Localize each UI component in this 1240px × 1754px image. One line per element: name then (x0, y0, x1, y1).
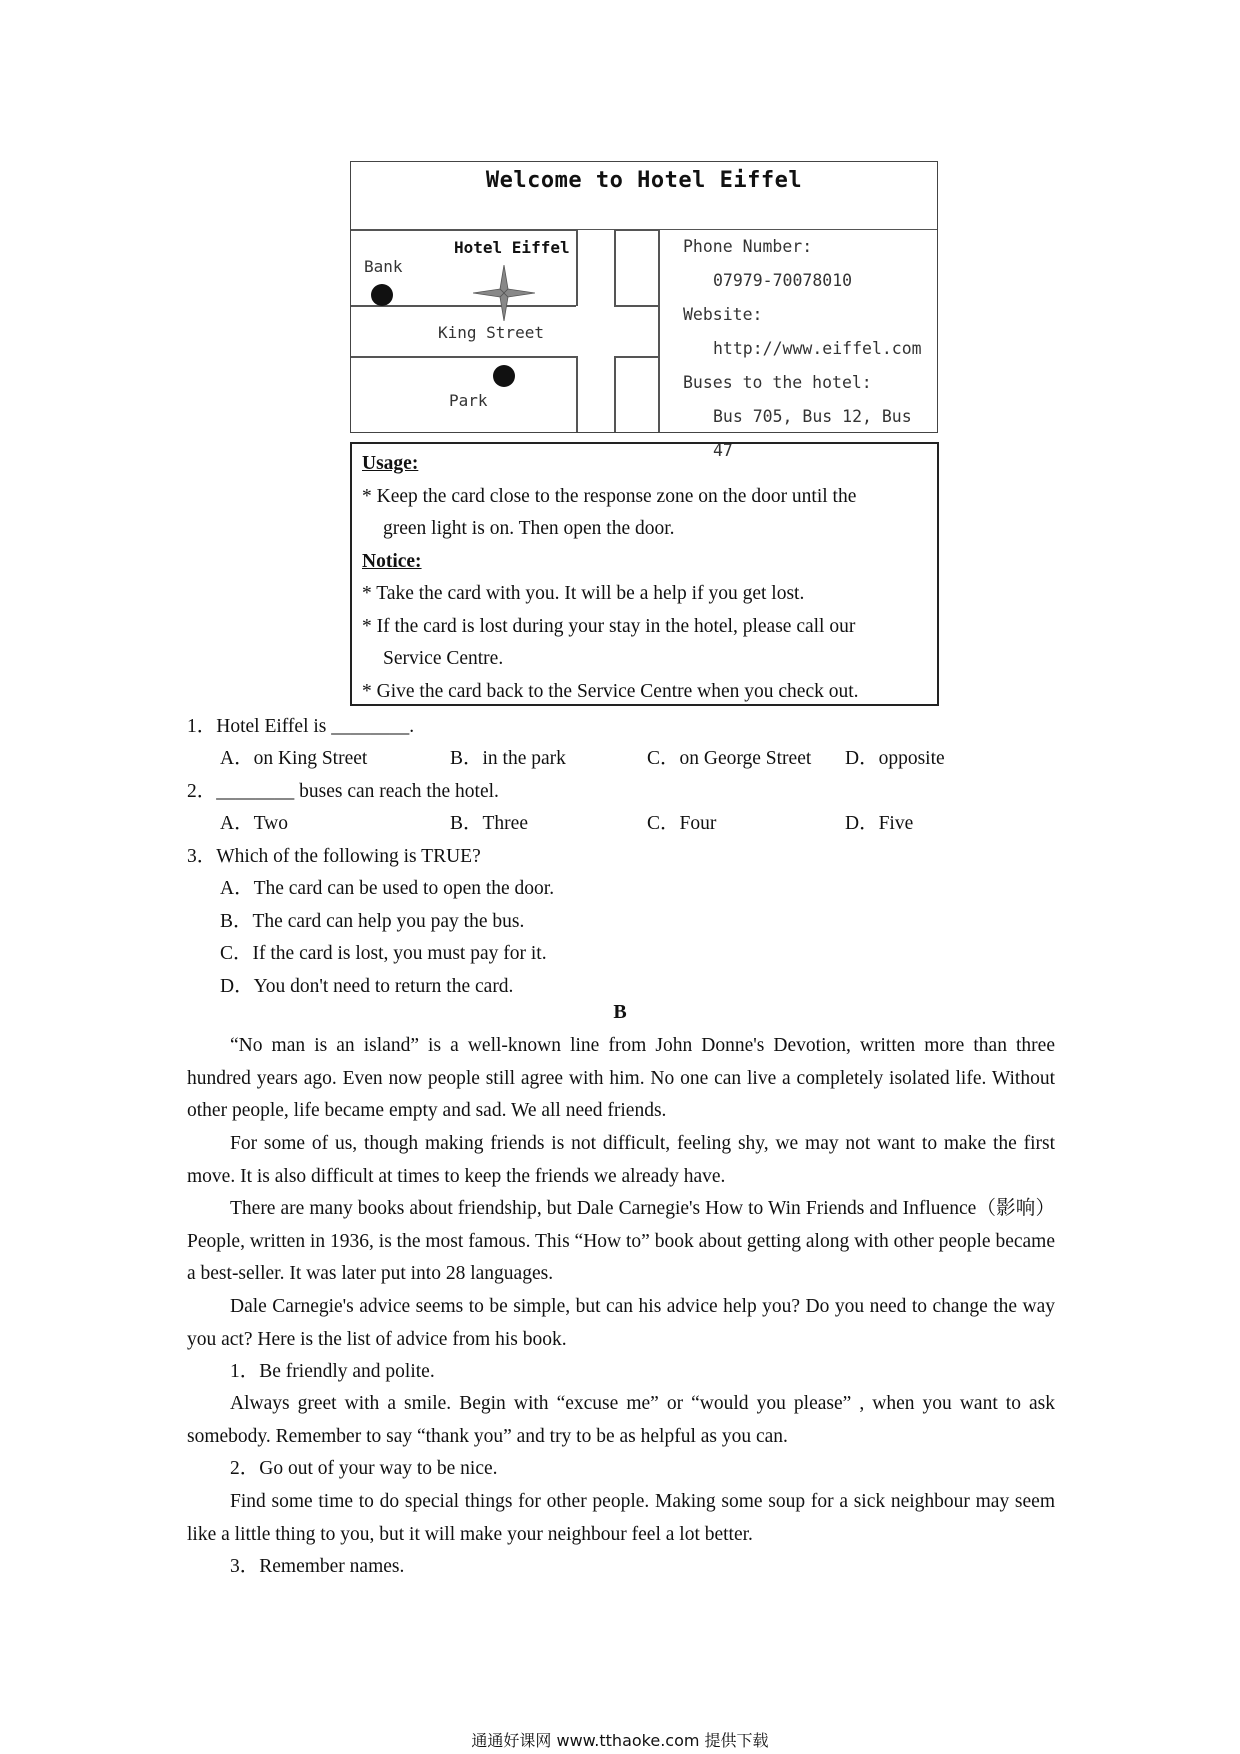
notice-line: * If the card is lost during your stay in the hotel, please call our (362, 615, 856, 637)
map-road-line (614, 229, 659, 231)
question-2-option-c: C．Four (647, 813, 717, 834)
question-3-option-b: B．The card can help you pay the bus. (220, 911, 525, 932)
question-1-option-b: B．in the park (450, 748, 566, 769)
paragraph-text: There are many books about friendship, but Dale Carnegie's How to Win Friends and Influence（影响）People, written in 1936, is the most famous. This “How to” book about getting along with other people became a best-seller. It was later put into 28 languages. (187, 1198, 1055, 1285)
paragraph-text: Dale Carnegie's advice seems to be simple, but can his advice help you? Do you need to change the way you act? Here is the list of advice from his book. (187, 1296, 1055, 1350)
advice-heading: 3．Remember names. (230, 1556, 405, 1577)
passage-paragraph (187, 1128, 1055, 1193)
notice-heading: Notice: (362, 550, 422, 572)
passage-paragraph (187, 1291, 1055, 1356)
phone-label: Phone Number: (683, 237, 813, 256)
question-2-stem: 2．________ buses can reach the hotel. (187, 781, 499, 802)
passage-paragraph (187, 1193, 1055, 1291)
question-1-stem: 1．Hotel Eiffel is ________. (187, 716, 415, 737)
hotel-location-dot (493, 365, 515, 387)
card-title: Welcome to Hotel Eiffel (485, 168, 803, 193)
usage-line: green light is on. Then open the door. (383, 518, 675, 539)
passage-paragraph (187, 1030, 1055, 1128)
usage-notice-box (350, 442, 939, 706)
usage-line: * Keep the card close to the response zone on the door until the (362, 485, 857, 507)
map-label-park: Park (449, 391, 488, 410)
hotel-card (350, 161, 938, 460)
question-3-option-d: D．You don't need to return the card. (220, 976, 514, 997)
map-road-line (614, 229, 616, 306)
bus-list: Bus 705, Bus 12, Bus 47 (713, 407, 912, 460)
notice-line: Service Centre. (383, 648, 504, 669)
passage-paragraph (187, 1388, 1055, 1453)
advice-item-2 (187, 1453, 1055, 1486)
compass-icon (473, 265, 535, 321)
bank-location-dot (371, 284, 393, 306)
question-3-option-a: A．The card can be used to open the door. (220, 878, 555, 899)
map-road-line (351, 229, 576, 231)
map-label-street: King Street (438, 323, 544, 342)
map-road-line (614, 305, 659, 307)
phone-number: 07979-70078010 (713, 271, 853, 290)
notice-line: * Take the card with you. It will be a help if you get lost. (362, 583, 805, 604)
map-road-line (576, 356, 578, 432)
map-road-line (614, 356, 616, 432)
passage-paragraph (187, 1486, 1055, 1551)
question-2-option-a: A．Two (220, 813, 288, 834)
hotel-contact-info (683, 230, 933, 468)
website-url: http://www.eiffel.com (713, 339, 922, 358)
advice-item-1 (187, 1356, 1055, 1389)
advice-item-3 (187, 1551, 1055, 1584)
notice-line: * Give the card back to the Service Centre when you check out. (362, 680, 859, 702)
usage-heading: Usage: (362, 453, 419, 474)
buses-label: Buses to the hotel: (683, 373, 872, 392)
map-border-line (658, 229, 660, 432)
map-road-line (351, 356, 576, 358)
question-1-option-d: D．opposite (845, 748, 945, 769)
map-road-line (614, 356, 659, 358)
paragraph-text: Always greet with a smile. Begin with “excuse me” or “would you please” , when you want to ask somebody. Remember to say “thank you” and try to be as helpful as you can. (187, 1393, 1055, 1447)
question-2-option-d: D．Five (845, 813, 914, 834)
paragraph-text: “No man is an island” is a well-known line from John Donne's Devotion, written more than three hundred years ago. Even now people still agree with him. No one can live a completely isolated life. Without other people, life became empty and sad. We all need friends. (187, 1035, 1055, 1122)
map-label-bank: Bank (364, 257, 403, 276)
map-road-line (576, 229, 578, 306)
paragraph-text: Find some time to do special things for other people. Making some soup for a sick neighbour may seem like a little thing to you, but it will make your neighbour feel a lot better. (187, 1491, 1055, 1545)
question-3-option-c: C．If the card is lost, you must pay for it. (220, 943, 547, 964)
paragraph-text: For some of us, though making friends is not difficult, feeling shy, we may not want to make the first move. It is also difficult at times to keep the friends we already have. (187, 1133, 1055, 1187)
page-footer: 通通好课网 www.tthaoke.com 提供下载 (471, 1731, 769, 1750)
section-b-heading: B (613, 1001, 627, 1023)
question-1-option-c: C．on George Street (647, 748, 812, 769)
question-2-option-b: B．Three (450, 813, 528, 834)
street-map (351, 229, 659, 432)
map-label-hotel: Hotel Eiffel (454, 238, 570, 257)
question-3-stem: 3．Which of the following is TRUE? (187, 846, 481, 867)
advice-heading: 2．Go out of your way to be nice. (230, 1458, 498, 1479)
question-1-option-a: A．on King Street (220, 748, 368, 769)
website-label: Website: (683, 305, 763, 324)
advice-heading: 1．Be friendly and polite. (230, 1361, 435, 1382)
